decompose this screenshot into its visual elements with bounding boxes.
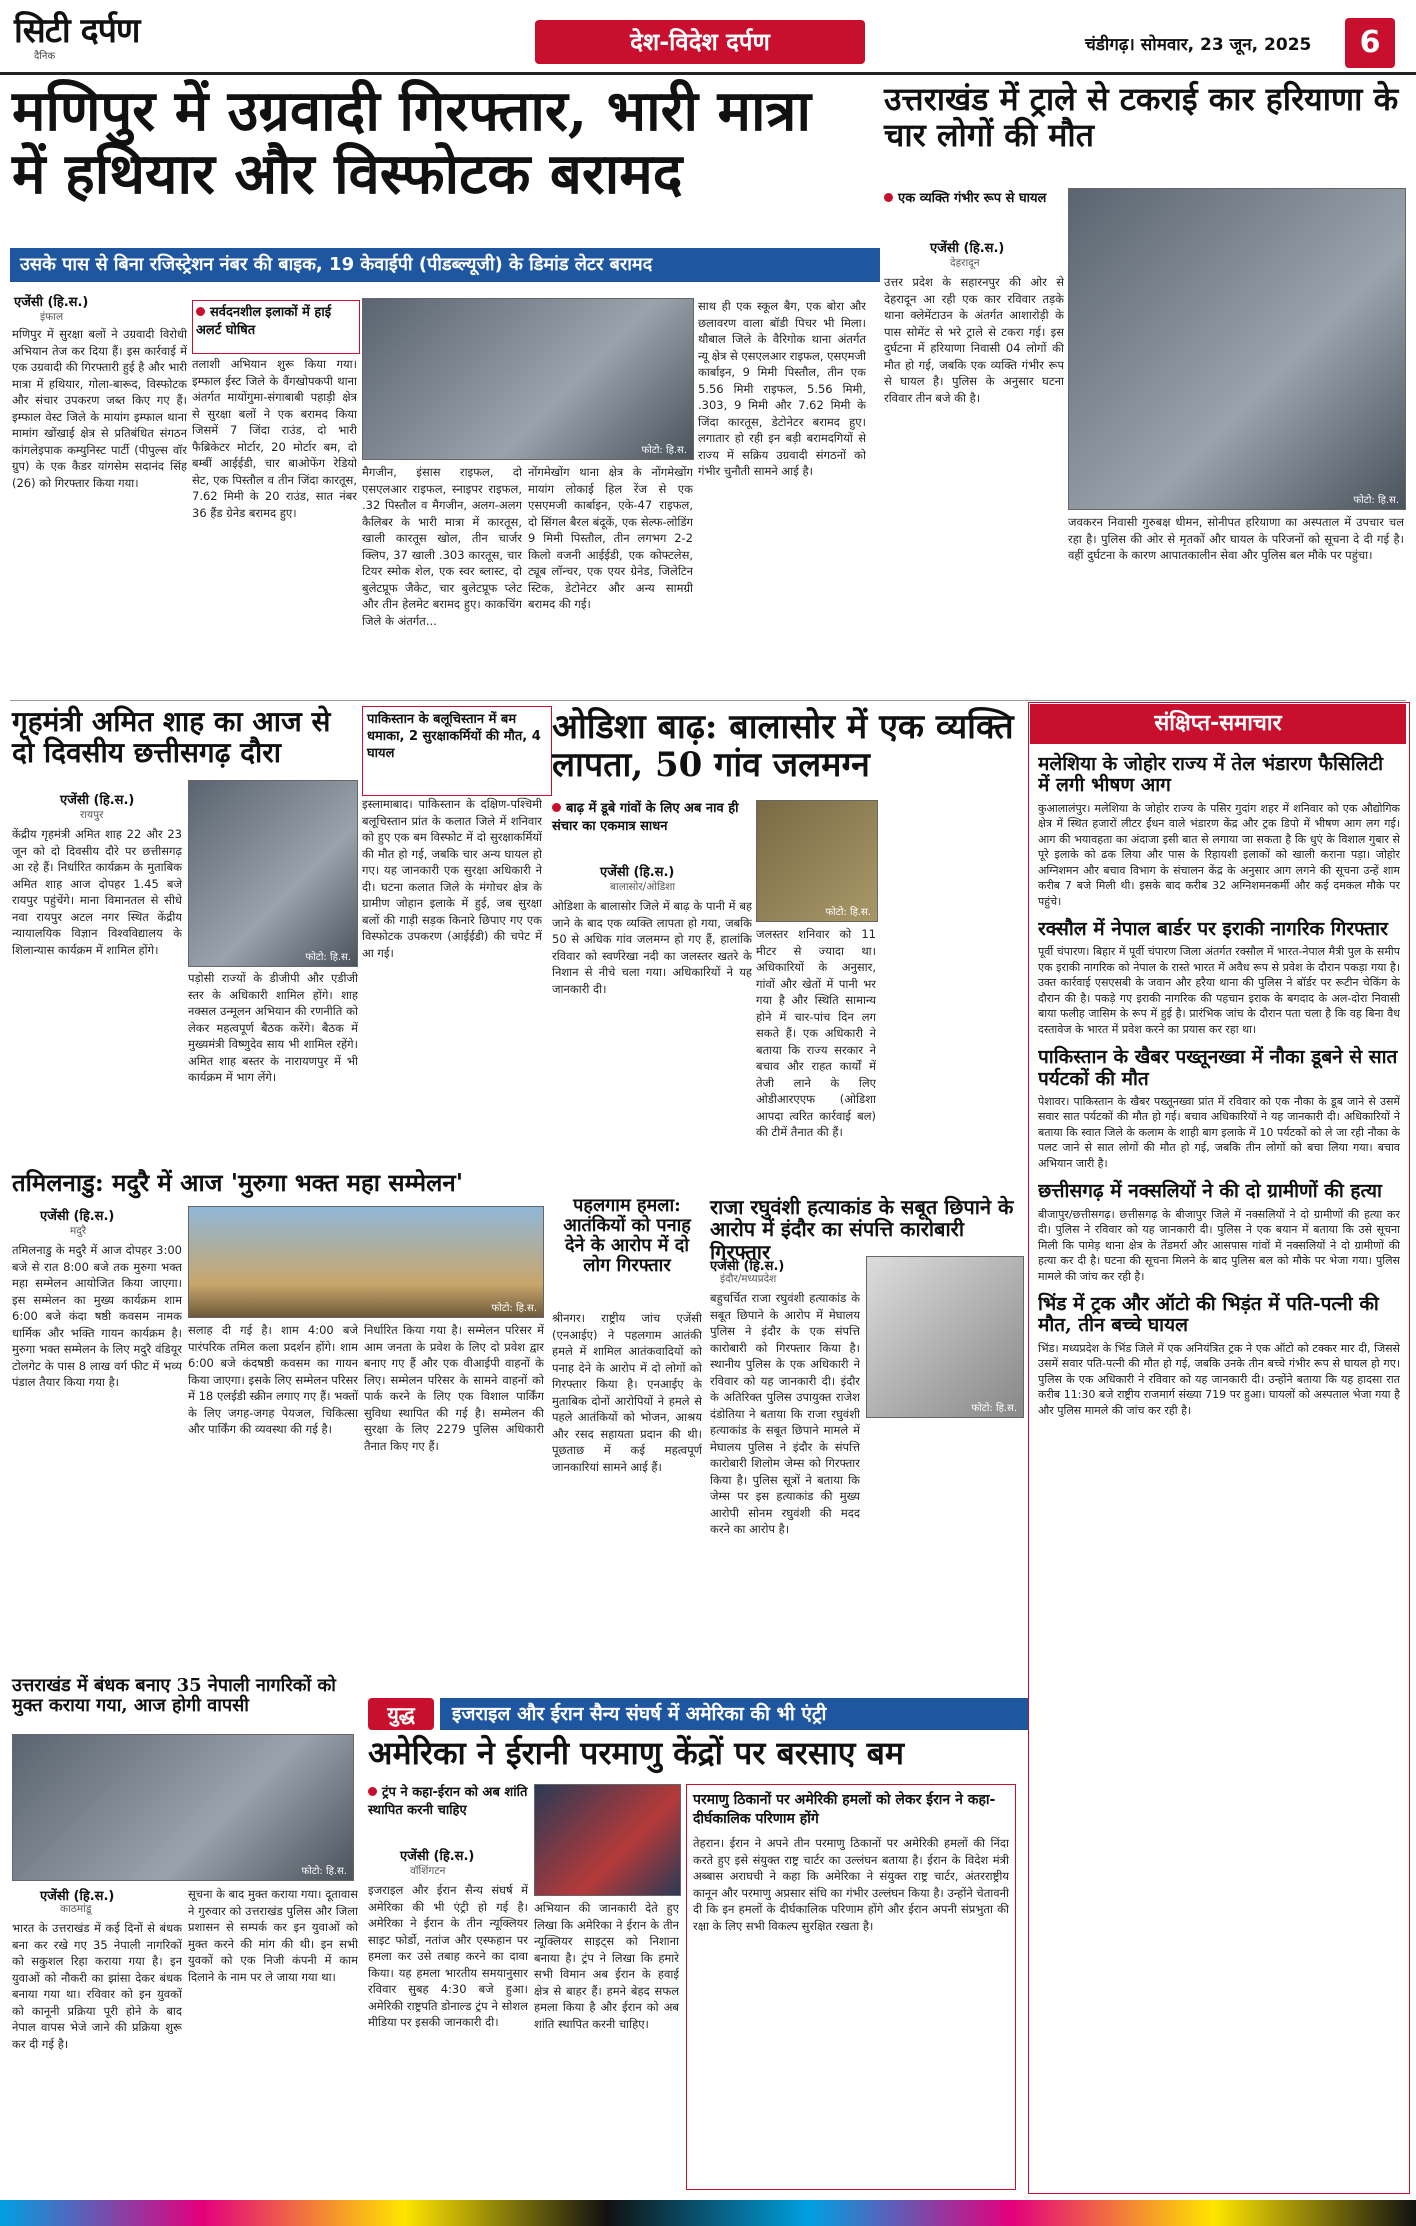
manipur-photo: फोटो: हि.स. [362,298,694,460]
bullet-icon [368,1787,377,1796]
uttarakhand-box: एक व्यक्ति गंभीर रूप से घायल [884,190,1054,208]
war-col2: अभियान की जानकारी देते हुए लिखा कि अमेरिका ने ईरान के तीन न्यूक्लियर साइट्स को निशाना बनाया है। ट्रंप ने लिखा कि हमारे सभी विमान अब ईरान के हवाई क्षेत्र से बाहर हैं। हमने बेहद सफल हमला किया है और ईरान को अब शांति स्थापित करनी चाहिए। [534,1901,679,2031]
uttarakhand-dateline: देहरादून [950,257,980,269]
amit-shah-col2: पड़ोसी राज्यों के डीजीपी और एडीजी स्तर के अधिकारी शामिल होंगे। शाह नक्सल उन्मूलन अभियान की रणनीति को लेकर महत्वपूर्ण बैठक करेंगे। बैठक में मुख्यमंत्री विष्णुदेव साय भी शामिल रहेंगे। अमित शाह बस्तर के नारायणपुर में भी कार्यक्रम में भाग लेंगे। [188,971,358,1084]
odisha-headline: ओडिशा बाढ़: बालासोर में एक व्यक्ति लापता, 50 गांव जलमग्न [552,707,1014,786]
odisha-col2: जलस्तर शनिवार को 11 मीटर से ज्यादा था। अधिकारियों के अनुसार, गांवों और खेतों में पानी भर गया है और स्थिति सामान्य होने में चार-पांच दिन लग सकते हैं। एक अधिकारी ने बताया कि राज्य सरकार ने बचाव और राहत कार्यों में तेजी लाने के लिए ओडीआरएएफ (ओडिशा आपदा त्वरित कार्रवाई बल) की टीमें तैनात की हैं। [756,927,876,1139]
madurai-headline: तमिलनाडु: मदुरै में आज 'मुरुगा भक्त महा सम्मेलन' [12,1168,464,1197]
manipur-strip: उसके पास से बिना रजिस्ट्रेशन नंबर की बाइक, 19 केवाईपी (पीडब्ल्यूजी) के डिमांड लेटर बरामद [10,248,880,282]
nepali-col1: भारत के उत्तराखंड में कई दिनों से बंधक बना कर रखे गए 35 नेपाली नागरिकों को सकुशल रिहा कराया गया है। इन युवाओं को नौकरी का झांसा देकर बंधक बनाया गया था। रविवार को इन युवकों को कानूनी प्रक्रिया पूरी होने के बाद नेपाल वापस भेजे जाने की प्रक्रिया शुरू कर दी गई है। [12,1921,182,2051]
nepali-headline: उत्तराखंड में बंधक बनाए 35 नेपाली नागरिकों को मुक्त कराया गया, आज होगी वापसी [12,1675,336,1717]
war-col1: इजराइल और ईरान सैन्य संघर्ष में अमेरिका की भी एंट्री हो गई है। अमेरिका ने ईरान के तीन न्यूक्लियर साइट फोर्डो, नतांज और एस्फहान पर हमला कर उसे तबाह करने का दावा किया। यह हमला भारतीय समयानुसार रविवार सुबह 4:30 बजे हुआ। अमेरिकी राष्ट्रपति डोनाल्ड ट्रंप ने सोशल मीडिया पर इसकी जानकारी दी। [368,1883,528,2029]
madurai-col3: निर्धारित किया गया है। सम्मेलन परिसर में आम जनता के प्रवेश के लिए दो प्रवेश द्वार बनाए गए हैं और एक वीआईपी वाहनों के लिए। सम्मेलन परिसर के सामने वाहनों को पार्क करने के लिए एक विशाल पार्किंग सुविधा स्थापित की गई है। सम्मेलन की सुरक्षा के लिए 2279 पुलिस अधिकारी तैनात किए गए हैं। [364,1323,544,1453]
manipur-col2: तलाशी अभियान शुरू किया गया। इम्फाल ईस्ट जिले के वैंगखोपकपी थाना अंतर्गत मायोंगुमा-संगाबाबी पहाड़ी क्षेत्र से सुरक्षा बलों ने एक बरामद किया जिसमें 7 जिंदा राउंड, दो भारी फैब्रिकेटर मोर्टार, 20 मोर्टार बम, दो बम्बीं आईईडी, चार बाओफेंग रेडियो सेट, एक पिस्तौल व तीन जिंदा कारतूस, 7.62 मिमी के 20 राउंड, सात नंबर 36 हैंड ग्रेनेड बरामद हुए। [192,357,357,520]
bullet-icon [884,193,893,202]
raja-headline: राजा रघुवंशी हत्याकांड के सबूत छिपाने के आरोप में इंदौर का संपत्ति कारोबारी गिरफ्तार [710,1195,1014,1264]
amit-shah-col1: केंद्रीय गृहमंत्री अमित शाह 22 और 23 जून को दो दिवसीय दौरे पर छत्तीसगढ़ आ रहे हैं। निर्धारित कार्यक्रम के मुताबिक अमित शाह आज दोपहर 1.45 बजे रायपुर पहुंचेंगे। माना विमानतल से सीधे नवा रायपुर अटल नगर स्थित केंद्रीय न्यायालयिक विज्ञान विश्वविद्यालय के शिलान्यास कार्यक्रम में शामिल होंगे। [12,827,182,957]
odisha-col1: ओडिशा के बालासोर जिले में बाढ़ के पानी में बह जाने के बाद एक व्यक्ति लापता हो गया, जबकि 50 से अधिक गांव जलमग्न हो गए हैं, हालांकि रविवार को स्वर्णरेखा नदी का जलस्तर खतरे के निशान से नीचे चला गया। अधिकारियों ने यह जानकारी दी। [552,899,752,996]
color-bar [0,2200,1416,2226]
raja-body: बहुचर्चित राजा रघुवंशी हत्याकांड के सबूत छिपाने के आरोप में मेघालय पुलिस ने इंदौर के एक संपत्ति कारोबारी को गिरफ्तार किया है। स्थानीय पुलिस के एक अधिकारी ने रविवार को यह जानकारी दी। इंदौर के अतिरिक्त पुलिस उपायुक्त राजेश दंडोतिया ने बताया कि राजा रघुवंशी हत्याकांड के सबूत छिपाने मामले में मेघालय पुलिस ने इंदौर के संपत्ति कारोबारी शिलोम जेम्स को गिरफ्तार किया है। पुलिस सूत्रों ने बताया कि जेम्स पर इस हत्याकांड की मुख्य आरोपी सोनम रघुवंशी की मदद करने का आरोप है। [710,1291,860,1536]
samachar-head: संक्षिप्त-समाचार [1030,704,1406,744]
raja-photo: फोटो: हि.स. [866,1256,1024,1418]
manipur-headline: मणिपुर में उग्रवादी गिरफ्तार, भारी मात्रा में हथियार और विस्फोटक बरामद [12,78,811,207]
uttarakhand-col2: जवकरन निवासी गुरुबक्ष धीमन, सोनीपत हरियाणा का अस्पताल में उपचार चल रहा है। पुलिस की ओर से मृतकों और घायल के परिजनों को सूचना दे दी गई है। वहीं दुर्घटना के कारण आपातकालीन सेवा और पुलिस बल मौके पर पहुंचा। [1068,515,1404,562]
madurai-col1: तमिलनाडु के मदुरै में आज दोपहर 3:00 बजे से रात 8:00 बजे तक मुरुगा भक्त महा सम्मेलन आयोजित किया जाएगा। इस सम्मेलन का मुख्य कार्यक्रम शाम 6:00 बजे कंदा षष्ठी कवसम नामक धार्मिक और भक्ति गायन कार्यक्रम है। मुरुगा भक्त सम्मेलन के लिए मदुरै वंडियूर टोलगेट के पास 8 लाख वर्ग फीट में भव्य पंडाल तैयार किया गया है। [12,1243,182,1389]
nepali-agency: एजेंसी (हि.स.) [40,1889,115,1904]
divider [10,700,1406,701]
nepali-dateline: काठमांडू [60,1903,92,1915]
pahalgam-body: श्रीनगर। राष्ट्रीय जांच एजेंसी (एनआईए) ने पहलगाम आतंकी हमले में शामिल आतंकवादियों को पनाह देने के आरोप में दो लोगों को गिरफ्तार किया है। एनआईए के मुताबिक दोनों आरोपियों ने हमले से पहले आतंकियों को भोजन, आश्रय और रसद सहायता प्रदान की थी। पूछताछ में कई महत्वपूर्ण जानकारियां सामने आई हैं। [552,1311,702,1474]
raja-agency: एजेंसी (हि.स.) [710,1259,785,1274]
manipur-col1: मणिपुर में सुरक्षा बलों ने उग्रवादी विरोधी अभियान तेज कर दिया हैं। इस कार्रवाई में एक उग्रवादी की गिरफ्तारी हुई है और भारी मात्रा में हथियार, गोला-बारूद, विस्फोटक और संचार उपकरण जब्त किए गए हैं। इम्फाल वेस्ट जिले के मायांग इम्फाल थाना मामांग खोंखाई क्षेत्र से प्रतिबंधित संगठन कांगलेइपाक कम्युनिस्ट पार्टी (पीपुल्स वॉर ग्रुप) के एक कैडर यांगसेम सदानंद सिंह (26) को गिरफ्तार किया गया। [12,327,187,490]
samachar-item-title: छत्तीसगढ़ में नक्सलियों ने की दो ग्रामीणों की हत्या [1038,1180,1382,1203]
amit-shah-headline: गृहमंत्री अमित शाह का आज से दो दिवसीय छत्तीसगढ़ दौरा [12,705,331,770]
odisha-photo: फोटो: हि.स. [756,800,878,922]
raja-dateline: इंदौर/मध्यप्रदेश [720,1273,777,1285]
war-strip: इजराइल और ईरान सैन्य संघर्ष में अमेरिका की भी एंट्री [440,1698,1028,1730]
war-side-box: परमाणु ठिकानों पर अमेरिकी हमलों को लेकर ईरान ने कहा- दीर्घकालिक परिणाम होंगे तेहरान। ईरान ने अपने तीन परमाणु ठिकानों पर अमेरिकी हमलों की निंदा करते हुए इसे संयुक्त राष्ट्र चार्टर का उल्लंघन बताया है। ईरान के विदेश मंत्री अब्बास अराघची ने कहा कि अमेरिका ने संयुक्त राष्ट्र चार्टर, अंतरराष्ट्रीय कानून और परमाणु अप्रसार संधि का गंभीर उल्लंघन किया है। उन्होंने चेतावनी दी कि इन हमलों के दीर्घकालिक परिणाम होंगे और ईरान अपनी संप्रभुता की रक्षा के लिए सभी विकल्प सुरक्षित रखता है। [686,1784,1016,2190]
madurai-photo: फोटो: हि.स. [188,1206,544,1318]
madurai-dateline: मदुरै [70,1225,87,1237]
issue-date: चंडीगढ़। सोमवार, 23 जून, 2025 [1085,35,1312,55]
samachar-item-body: पेशावर। पाकिस्तान के खैबर पख्तूनख्वा प्रांत में रविवार को एक नौका के डूब जाने से उसमें सवार सात पर्यटकों की मौत हो गई। बचाव अधिकारियों ने यह जानकारी दी। अधिकारियों ने बताया कि स्वात जिले के कलाम के शाही बाग इलाके में 10 पर्यटकों को ले जा रही नौका के पलट जाने से सात लोगों की मौत हो गई, जबकि तीन लोगों को बचा लिया गया। बचाव अभियान जारी है। [1038,1094,1400,1170]
amit-shah-dateline: रायपुर [80,809,104,821]
manipur-col4: नोंगमेखोंग थाना क्षेत्र के नोंगमेखोंग मायांग लोकाई हिल रेंज से एक एसएमजी कार्बाइन, एके-47 राइफल, दो सिंगल बैरल बंदूकें, एक सेल्फ-लोडिंग 9 मिमी पिस्तौल, तीन लगभग 2-2 किलो वजनी आईईडी, एक कोफ्टलेस, ट्यूब लॉन्चर, एक एयर ग्रेनेड, जिलेटिन स्टिक, डेटोनेटर और अन्य सामग्री बरामद की गई। [528,465,693,611]
uttarakhand-agency: एजेंसी (हि.स.) [930,241,1005,256]
samachar-item-body: पूर्वी चंपारण। बिहार में पूर्वी चंपारण जिला अंतर्गत रक्सौल में भारत-नेपाल मैत्री पुल के समीप एक इराकी नागरिक को नेपाल के रास्ते भारत में अवैध रूप से प्रवेश के दौरान पकड़ा गया है। उक्त कार्रवाई एसएसबी के जवान और हरैया थाना की पुलिस ने बॉर्डर पर रूटीन चेकिंग के दौरान की है। पकड़े गए इराकी नागरिक की पहचान इराक के बगदाद के अल-दोरा निवासी बाया फलीह जासिम के रूप में हुई है। प्रारंभिक जांच के दौरान पता चला है कि वह बिना वैध दस्तावेज के भारत में प्रवेश करने का प्रयास कर रहा था। [1038,945,1400,1036]
war-headline: अमेरिका ने ईरानी परमाणु केंद्रों पर बरसाए बम [368,1734,905,1772]
uttarakhand-headline: उत्तराखंड में ट्राले से टकराई कार हरियाणा के चार लोगों की मौत [884,80,1399,154]
odisha-dateline: बालासोर/ओडिशा [610,881,676,893]
newspaper-logo: सिटी दर्पण [14,11,140,51]
war-agency: एजेंसी (हि.स.) [400,1849,475,1864]
war-box: ट्रंप ने कहा-ईरान को अब शांति स्थापित करनी चाहिए [368,1785,528,1818]
section-title: देश-विदेश दर्पण [535,20,865,64]
balochistan-body: इस्लामाबाद। पाकिस्तान के दक्षिण-पश्चिमी बलूचिस्तान प्रांत के कलात जिले में शनिवार को हुए एक बम विस्फोट में दो सुरक्षाकर्मियों की मौत हो गई, जबकि चार अन्य घायल हो गए। यह जानकारी एक सुरक्षा अधिकारी ने दी। घटना कलात जिले के मंगोचर क्षेत्र के ग्रामीण जोहान इलाके में हुई, जब सुरक्षा बलों की गाड़ी सड़क किनारे छिपाए गए एक विस्फोटक उपकरण (आईईडी) की चपेट में आ गई। [362,797,542,960]
war-label: युद्ध [368,1698,434,1730]
bullet-icon [552,803,561,812]
madurai-col2: सलाह दी गई है। शाम 4:00 बजे पारंपरिक तमिल कला प्रदर्शन होंगे। शाम 6:00 बजे कंदषष्ठी कवसम का गायन किया जाएगा। इसके लिए सम्मेलन परिसर में 18 एलईडी स्क्रीन लगाए गए हैं। भक्तों के लिए जगह-जगह पेयजल, चिकित्सा और पार्किंग की व्यवस्था की गई है। [188,1323,358,1436]
amit-shah-photo: फोटो: हि.स. [188,780,358,967]
samachar-item-title: रक्सौल में नेपाल बार्डर पर इराकी नागरिक गिरफ्तार [1038,918,1388,941]
samachar-item-title: पाकिस्तान के खैबर पख्तूनख्वा में नौका डूबने से सात पर्यटकों की मौत [1038,1046,1398,1090]
odisha-agency: एजेंसी (हि.स.) [600,865,675,880]
logo-tagline: दैनिक [34,51,56,62]
odisha-box: बाढ़ में डूबे गांवों के लिए अब नाव ही संचार का एकमात्र साधन [552,801,739,834]
samachar-item-title: भिंड में ट्रक और ऑटो की भिड़ंत में पति-पत्नी की मौत, तीन बच्चे घायल [1038,1293,1379,1337]
page-number: 6 [1345,18,1395,68]
samachar-item-title: मलेशिया के जोहोर राज्य में तेल भंडारण फैसिलिटी में लगी भीषण आग [1038,753,1384,797]
manipur-col3: मैगजीन, इंसास राइफल, दो एसएलआर राइफल, स्नाइपर राइफल, .32 पिस्तौल व मैगजीन, अलग-अलग कैलिबर के भारी मात्रा में कारतूस, खाली कारतूस खोल, तीन चार्जर क्लिप, 37 खाली .303 कारतूस, चार टियर स्मोक शेल, एक स्वर ब्लास्ट, दो बुलेटप्रूफ जैकेट, चार बुलेटप्रूफ प्लेट और तीन हेलमेट बरामद हुए। काकचिंग जिले के अंतर्गत... [362,465,522,628]
manipur-box: सर्वदनशील इलाकों में हाई अलर्ट घोषित [192,300,360,354]
uttarakhand-photo: फोटो: हि.स. [1068,188,1406,510]
uttarakhand-col1: उत्तर प्रदेश के सहारनपुर की ओर से देहरादून आ रही एक कार रविवार तड़के थाना क्लेमेंटाउन के अंतर्गत आशारोड़ी के पास सोमेंट से भरे ट्राले से टकरा गई। इस दुर्घटना में हरियाणा निवासी 04 लोगों की मौत हो गई, जबकि एक व्यक्ति गंभीर रूप से घायल है। पुलिस के अनुसार घटना रविवार तीन बजे की है। [884,275,1064,405]
manipur-agency: एजेंसी (हि.स.) [14,295,89,310]
amit-shah-agency: एजेंसी (हि.स.) [60,793,135,808]
balochistan-box: पाकिस्तान के बलूचिस्तान में बम धमाका, 2 सुरक्षाकर्मियों की मौत, 4 घायल [362,706,552,796]
war-dateline: वॉशिंगटन [410,1865,446,1877]
samachar-item-body: कुआलालंपुर। मलेशिया के जोहोर राज्य के पसिर गुदांग शहर में शनिवार को एक औद्योगिक क्षेत्र में स्थित हजारों लीटर ईंधन वाले भंडारण केंद्र और ट्रक डिपो में भीषण आग लग गई। आग की भयावहता का अंदाजा इसी बात से लगाया जा सकता है कि धुएं के विशाल गुबार से पूरे इलाके को ढक लिया और पास के रिहायशी इलाकों को खाली कराना पड़ा। जोहोर अग्निशमन और बचाव विभाग के संचालन केंद्र के अनुसार आग लगने की सूचना उन्हें शाम करीब 7 बजे मिली थी। इसके बाद करीब 32 अग्निशमनकर्मी और कई दमकल मौके पर पहुंचे। [1038,801,1400,908]
nepali-col2: सूचना के बाद मुक्त कराया गया। दूतावास ने गुरुवार को उत्तराखंड पुलिस और जिला प्रशासन से सम्पर्क कर इन युवाओं को मुक्त करने की मांग की थी। इन सभी युवकों को एक निजी कंपनी में काम दिलाने के नाम पर ले जाया गया था। [188,1887,358,1984]
madurai-agency: एजेंसी (हि.स.) [40,1209,115,1224]
samachar-item-body: भिंड। मध्यप्रदेश के भिंड जिले में एक अनियंत्रित ट्रक ने एक ऑटो को टक्कर मार दी, जिससे उसमें सवार पति-पत्नी की मौत हो गई, जबकि उनके तीन बच्चे गंभीर रूप से घायल हो गए। पुलिस के एक अधिकारी ने रविवार को यह जानकारी दी। उन्होंने बताया कि यह हादसा रात करीब 11:30 बजे राष्ट्रीय राजमार्ग संख्या 719 पर हुआ। घायलों को अस्पताल भेजा गया है और पुलिस मामले की जांच कर रही है। [1038,1341,1400,1417]
pahalgam-headline: पहलगाम हमला: आतंकियों को पनाह देने के आरोप में दो लोग गिरफ्तार [563,1195,691,1277]
manipur-dateline: इंफाल [40,311,64,323]
samachar-items [1038,750,1400,2186]
nepali-photo: फोटो: हि.स. [12,1734,354,1881]
bullet-icon [196,307,205,316]
war-photo [534,1784,681,1896]
samachar-item-body: बीजापुर/छत्तीसगढ़। छत्तीसगढ़ के बीजापुर जिले में नक्सलियों ने दो ग्रामीणों की हत्या कर दी। पुलिस ने रविवार को यह जानकारी दी। पुलिस ने एक बयान में बताया कि उसे सूचना मिली कि पामेड़ थाना क्षेत्र के तेंडमर्रा और आसपास गांवों में नक्सलियों ने दो ग्रामीणों की हत्या कर दी है। घटना की सूचना मिलने के बाद पुलिस बल को मौके पर भेजा गया। पुलिस मामले की जांच कर रही है। [1038,1207,1400,1283]
manipur-col5: साथ ही एक स्कूल बैग, एक बोरा और छलावरण वाला बॉडी पिचर भी मिला। थौबाल जिले के वैरिगोक थाना अंतर्गत न्यू क्षेत्र से एसएलआर राइफल, एसएमजी कार्बाइन, 9 मिमी पिस्तौल, तीन एक 5.56 मिमी राइफल, 5.56 मिमी, .303, 9 मिमी और 7.62 मिमी के जिंदा कारतूस, डेटोनेटर बरामद हुए। लगातार हो रही इन बड़ी बरामदगियों से राज्य में सक्रिय उग्रवादी संगठनों को गंभीर चुनौती सामने आई है। [698,299,866,478]
